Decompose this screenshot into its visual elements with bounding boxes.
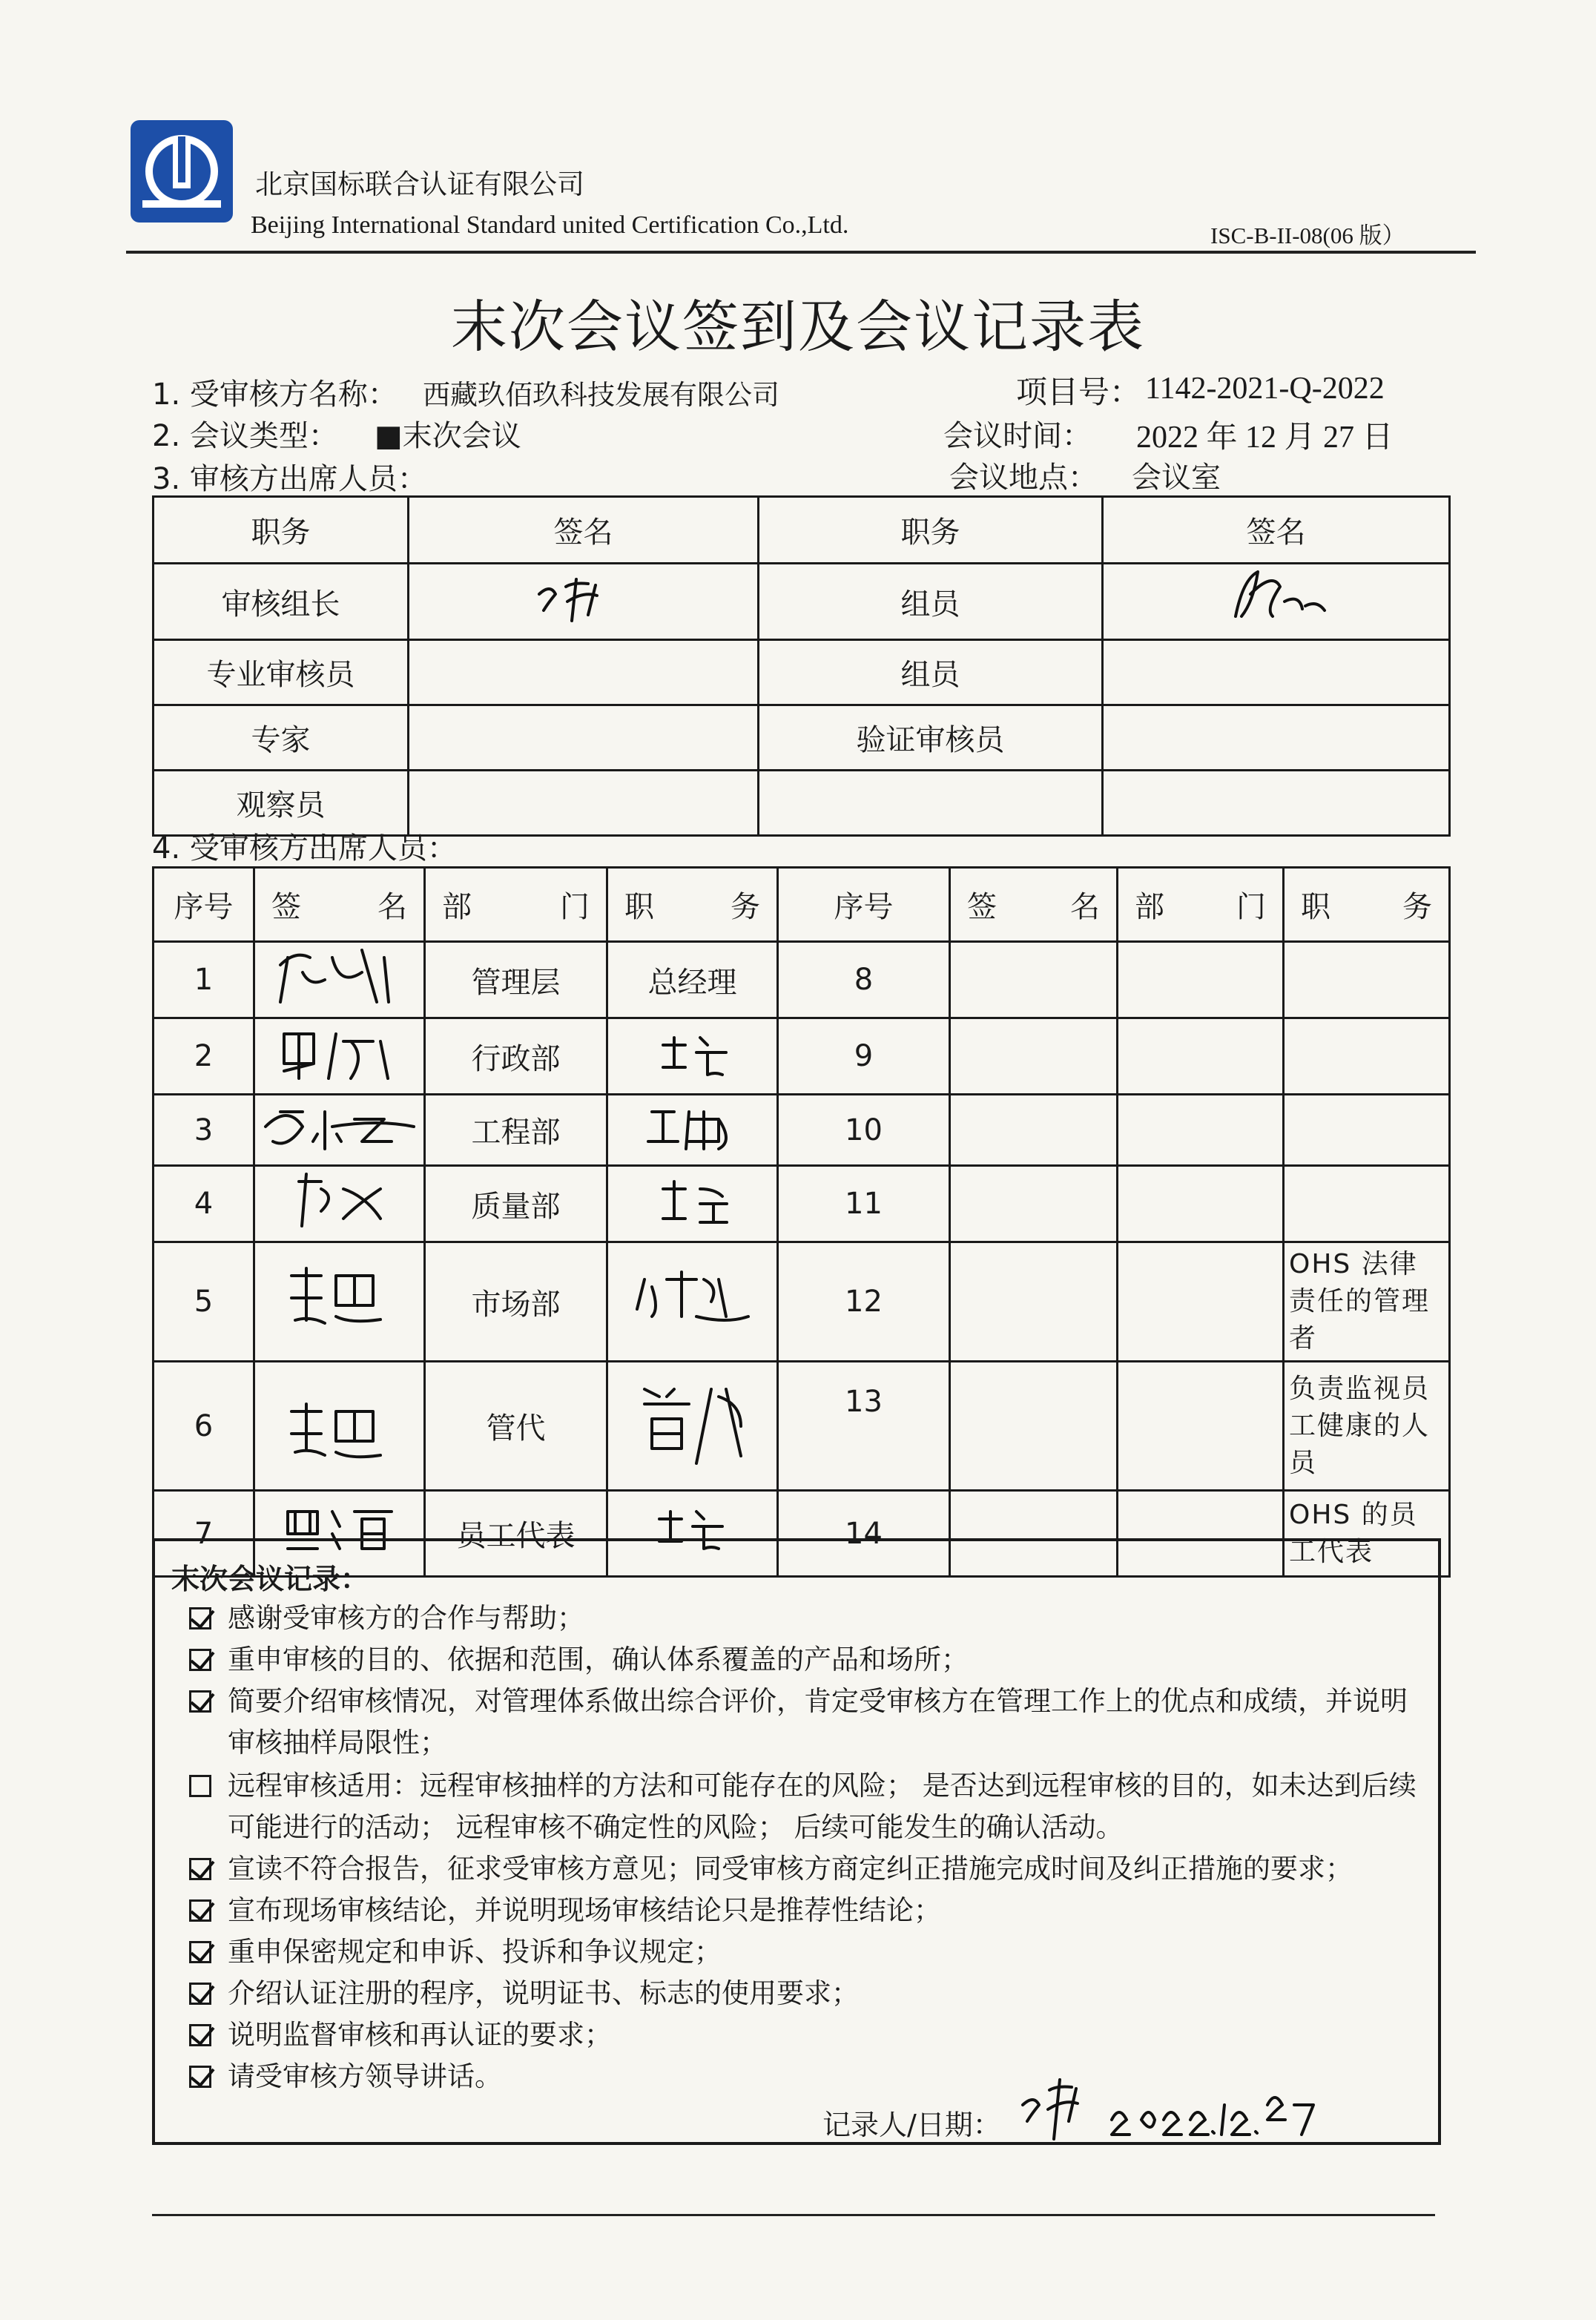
record-item-text: 介绍认证注册的程序，说明证书、标志的使用要求； <box>228 1977 859 2009</box>
meeting-time-value: 2022 年 12 月 27 日 <box>1136 421 1394 455</box>
list-item <box>189 1681 1420 1764</box>
attendee-position <box>607 1242 778 1362</box>
header-signature: 签 名 <box>254 868 425 942</box>
attendee-department <box>1118 1095 1284 1166</box>
record-item-text: 说明监督审核和再认证的要求； <box>228 2019 612 2051</box>
attendee-department: 工程部 <box>425 1095 607 1166</box>
auditor-role: 专家 <box>154 705 409 771</box>
list-item <box>189 1765 1420 1848</box>
attendee-signature <box>950 1095 1118 1166</box>
attendee-signature <box>254 1362 425 1491</box>
checkbox[interactable] <box>189 2024 211 2046</box>
meeting-type-label: 2. 会议类型： <box>152 419 338 453</box>
row-no: 5 <box>154 1242 254 1362</box>
header-position: 职 务 <box>607 868 778 942</box>
row-no: 8 <box>778 942 950 1018</box>
auditor-signature <box>409 564 759 640</box>
attendee-position: OHS 法律责任的管理者 <box>1284 1242 1450 1362</box>
list-item <box>189 1931 1420 1973</box>
table-row <box>154 942 1450 1018</box>
attendee-signature <box>950 1018 1118 1095</box>
attendee-signature <box>254 942 425 1018</box>
attendee-signature <box>950 942 1118 1018</box>
auditor-role: 审核组长 <box>154 564 409 640</box>
company-name-cn: 北京国标联合认证有限公司 <box>255 168 584 200</box>
auditor-table <box>152 495 1451 837</box>
handwritten-signature <box>637 1097 748 1156</box>
meeting-type-value: ■末次会议 <box>375 419 521 453</box>
list-item <box>189 2014 1420 2056</box>
row-no: 12 <box>778 1242 950 1362</box>
attendee-department <box>1118 942 1284 1018</box>
checkbox[interactable] <box>189 1941 211 1963</box>
auditee-attendees-label: 4. 受审核方出席人员： <box>152 831 457 866</box>
header-rule <box>126 251 1476 254</box>
row-no: 9 <box>778 1018 950 1095</box>
table-row <box>154 1242 1450 1362</box>
auditor-signature <box>1103 705 1450 771</box>
attendee-signature <box>950 1166 1118 1242</box>
record-list <box>189 1598 1420 2097</box>
company-logo <box>128 117 236 228</box>
auditor-role: 组员 <box>759 640 1103 705</box>
auditor-role <box>759 771 1103 836</box>
attendee-table <box>152 866 1451 1578</box>
record-title: 末次会议记录： <box>171 1563 369 1595</box>
auditor-header-signature: 签名 <box>409 497 759 564</box>
attendee-signature <box>254 1018 425 1095</box>
attendee-signature <box>254 1095 425 1166</box>
attendee-position <box>607 1018 778 1095</box>
list-item <box>189 1598 1420 1639</box>
attendee-department: 管理层 <box>425 942 607 1018</box>
auditor-signature <box>1103 640 1450 705</box>
checkbox[interactable] <box>189 1649 211 1671</box>
attendee-department <box>1118 1242 1284 1362</box>
meeting-record-box <box>152 1538 1441 2145</box>
meeting-location-label: 会议地点： <box>949 461 1098 495</box>
company-name-en: Beijing International Standard united Certification Co.,Ltd. <box>251 211 849 239</box>
auditor-signature <box>409 640 759 705</box>
meeting-time-label: 会议时间： <box>943 419 1092 453</box>
attendee-position: 负责监视员工健康的人员 <box>1284 1362 1450 1491</box>
auditor-role: 观察员 <box>154 771 409 836</box>
attendee-department <box>1118 1362 1284 1491</box>
checkbox[interactable] <box>189 1858 211 1880</box>
checkbox[interactable] <box>189 1607 211 1629</box>
header-no: 序号 <box>778 868 950 942</box>
checkbox[interactable] <box>189 1690 211 1713</box>
row-no: 4 <box>154 1166 254 1242</box>
attendee-department: 质量部 <box>425 1166 607 1242</box>
handwritten-signature <box>258 1097 421 1156</box>
handwritten-signature <box>532 572 636 624</box>
recorder-label: 记录人/日期： <box>822 2109 1001 2141</box>
record-item-text: 宣布现场审核结论，并说明现场审核结论只是推荐性结论； <box>228 1894 941 1926</box>
row-no: 3 <box>154 1095 254 1166</box>
isc-logo-icon <box>128 117 236 228</box>
handwritten-signature <box>277 1167 403 1233</box>
handwritten-signature <box>630 1374 756 1471</box>
table-row <box>154 1166 1450 1242</box>
handwritten-signature <box>266 943 414 1009</box>
row-no: 2 <box>154 1018 254 1095</box>
project-label: 项目号： <box>1016 374 1141 410</box>
attendee-department: 员工代表 <box>425 1491 607 1577</box>
footer-rule <box>152 2214 1435 2216</box>
record-item-text: 宣读不符合报告，征求受审核方意见；同受审核方商定纠正措施完成时间及纠正措施的要求； <box>228 1853 1353 1885</box>
attendee-position <box>1284 1018 1450 1095</box>
row-no: 11 <box>778 1166 950 1242</box>
auditor-header-role: 职务 <box>154 497 409 564</box>
auditor-signature <box>1103 564 1450 640</box>
attendee-position <box>607 1095 778 1166</box>
form-code: ISC-B-II-08(06 版） <box>1210 223 1405 248</box>
auditor-signature <box>1103 771 1450 836</box>
auditors-label: 3. 审核方出席人员： <box>152 462 427 496</box>
record-item-text: 请受审核方领导讲话。 <box>228 2060 502 2092</box>
attendee-signature <box>950 1242 1118 1362</box>
table-row <box>154 1362 1450 1491</box>
row-no: 14 <box>778 1491 950 1577</box>
list-item <box>189 1973 1420 2014</box>
auditor-role: 专业审核员 <box>154 640 409 705</box>
row-no: 10 <box>778 1095 950 1166</box>
handwritten-signature <box>269 1019 410 1086</box>
row-no: 1 <box>154 942 254 1018</box>
record-item-text: 感谢受审核方的合作与帮助； <box>228 1602 584 1634</box>
header-signature: 签 名 <box>950 868 1118 942</box>
header-position: 职 务 <box>1284 868 1450 942</box>
attendee-position <box>1284 942 1450 1018</box>
row-no: 7 <box>154 1491 254 1577</box>
record-item-text: 远程审核适用：远程审核抽样的方法和可能存在的风险； 是否达到远程审核的目的，如未达到后续可能进行的活动； 远程审核不确定性的风险； 后续可能发生的确认活动。 <box>228 1770 1417 1843</box>
table-row <box>154 1095 1450 1166</box>
checkbox[interactable] <box>189 1775 211 1797</box>
attendee-position <box>607 1166 778 1242</box>
checkbox[interactable] <box>189 2066 211 2088</box>
auditor-header-role: 职务 <box>759 497 1103 564</box>
handwritten-signature <box>630 1265 756 1331</box>
attendee-position <box>1284 1166 1450 1242</box>
attendee-position <box>607 1362 778 1491</box>
row-no: 13 <box>778 1362 950 1491</box>
table-row <box>154 1018 1450 1095</box>
project-value: 1142-2021-Q-2022 <box>1145 372 1385 406</box>
attendee-department: 管代 <box>425 1362 607 1491</box>
auditor-header-signature: 签名 <box>1103 497 1450 564</box>
header-department: 部 门 <box>1118 868 1284 942</box>
checkbox[interactable] <box>189 1983 211 2005</box>
attendee-department: 市场部 <box>425 1242 607 1362</box>
attendee-position <box>1284 1095 1450 1166</box>
row-no: 6 <box>154 1362 254 1491</box>
header-department: 部 门 <box>425 868 607 942</box>
list-item <box>189 1848 1420 1890</box>
attendee-signature <box>254 1242 425 1362</box>
meeting-location-value: 会议室 <box>1132 461 1221 495</box>
attendee-department <box>1118 1018 1284 1095</box>
record-item-text: 重申审核的目的、依据和范围，确认体系覆盖的产品和场所； <box>228 1644 969 1675</box>
attendee-department <box>1118 1166 1284 1242</box>
header-no: 序号 <box>154 868 254 942</box>
checkbox[interactable] <box>189 1899 211 1922</box>
page-title: 末次会议签到及会议记录表 <box>451 294 1145 360</box>
attendee-signature <box>254 1166 425 1242</box>
handwritten-signature <box>277 1261 403 1335</box>
handwritten-signature <box>1213 564 1339 631</box>
record-item-text: 简要介绍审核情况，对管理体系做出综合评价，肯定受审核方在管理工作上的优点和成绩，并说明审核抽样局限性； <box>228 1685 1408 1759</box>
auditor-signature <box>409 705 759 771</box>
attendee-department: 行政部 <box>425 1018 607 1095</box>
list-item <box>189 1639 1420 1681</box>
handwritten-signature <box>648 1023 737 1082</box>
auditor-role: 组员 <box>759 564 1103 640</box>
handwritten-signature <box>648 1170 737 1230</box>
attendee-position: OHS 的员工代表 <box>1284 1491 1450 1577</box>
list-item <box>189 1890 1420 1931</box>
auditor-signature <box>409 771 759 836</box>
handwritten-signature <box>277 1382 403 1463</box>
attendee-position: 总经理 <box>607 942 778 1018</box>
record-item-text: 重申保密规定和申诉、投诉和争议规定； <box>228 1936 722 1968</box>
recorder-signature-date <box>1015 2075 1327 2142</box>
auditee-value: 西藏玖佰玖科技发展有限公司 <box>423 379 779 411</box>
attendee-signature <box>950 1362 1118 1491</box>
auditor-role: 验证审核员 <box>759 705 1103 771</box>
auditee-label: 1. 受审核方名称： <box>152 378 398 412</box>
